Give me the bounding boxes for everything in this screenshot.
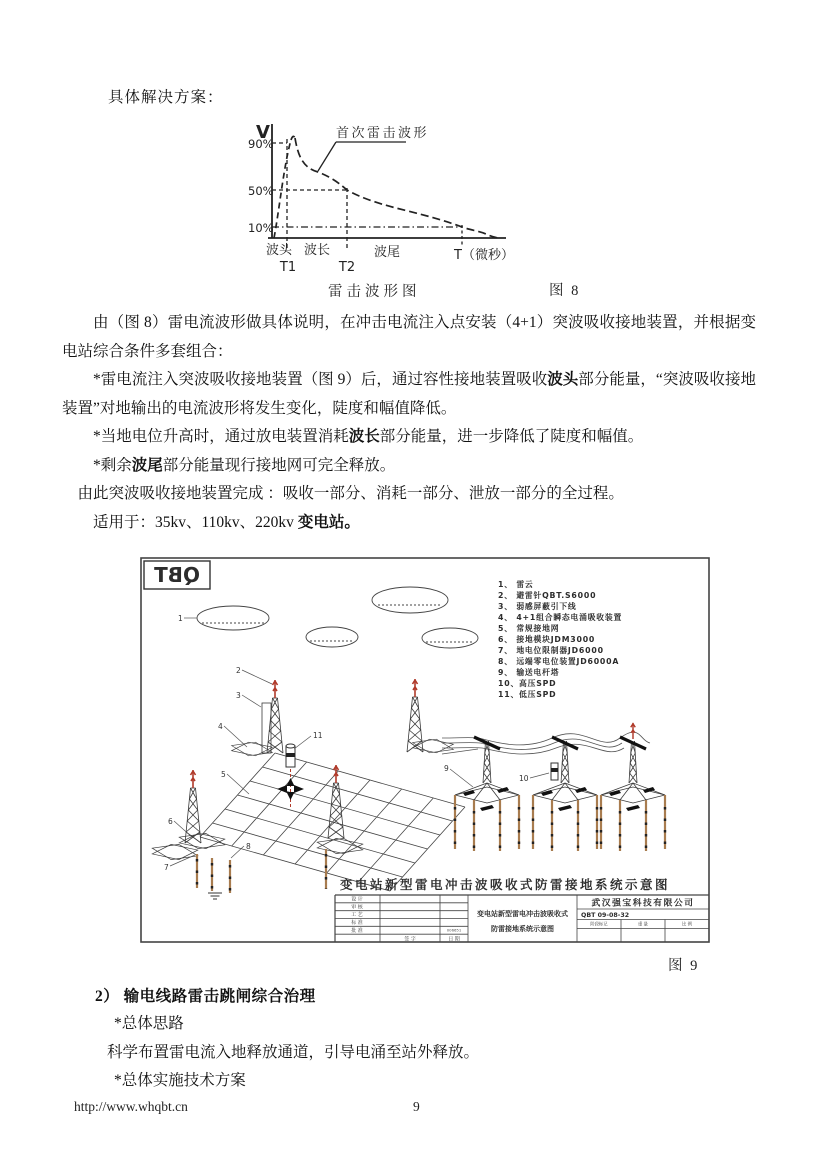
thunder-clouds <box>197 587 478 648</box>
paragraph-1 <box>62 309 756 366</box>
ground-grid <box>200 753 465 891</box>
paragraph-5-text: 由此突波吸收接地装置完成 ：吸收一部分、消耗一部分、泄放一部分的全过程。 <box>77 485 624 502</box>
legend-item: 3、 弱感屏蔽引下线 <box>498 602 577 611</box>
transmission-line <box>442 723 665 851</box>
bold-term-wavetail: 波尾 <box>131 456 163 474</box>
sign-label: 签 字 <box>404 936 416 943</box>
diagram-caption: 变电站新型雷电冲击波吸收式防雷接地系统示意图 <box>339 877 671 892</box>
figure9-number: 图 9 <box>668 958 700 974</box>
part-label: 7 <box>164 863 169 872</box>
paragraph-2-text-cont: 部分能量，“突波吸收接地装置”对地输出的电流波形将发生变化，陡度和幅值降低。 <box>62 371 756 417</box>
row-label: 工 艺 <box>351 912 363 919</box>
high-voltage-spd-device <box>551 763 558 780</box>
figure8-number: 图 8 <box>549 283 581 299</box>
paragraph-4-text: *剩余 <box>93 456 132 474</box>
part-label: 8 <box>246 842 251 851</box>
annotation-leader <box>318 142 406 171</box>
paragraph-3-text: *当地电位升高时，通过放电装置消耗 <box>93 428 349 445</box>
power-wires <box>442 732 650 754</box>
paragraph-2-text: *雷电流注入突波吸收接地装置（图 9）后，通过容性接地装置吸收 <box>93 371 548 388</box>
t-axis-label: T（微秒） <box>454 248 514 263</box>
waveform-curve <box>274 136 498 238</box>
page-heading: 具体解决方案： <box>108 89 224 106</box>
cloud-icon <box>372 587 448 613</box>
ground-electrodes <box>197 849 326 899</box>
cell-weight: 重 量 <box>638 922 648 928</box>
legend <box>498 579 622 699</box>
level-10-label: 10% <box>248 221 274 235</box>
bold-term-wavehead: 波头 <box>547 371 579 388</box>
titleblock-title-line2: 防雷接地系统示意图 <box>491 925 554 933</box>
segment-tail-label: 波尾 <box>373 245 401 260</box>
row-label: 审 核 <box>351 904 363 911</box>
figure8-waveform-chart <box>248 112 593 290</box>
row-label: 设 计 <box>351 896 363 903</box>
cloud-icon <box>197 606 269 630</box>
drawing-code: 006651 <box>446 927 462 933</box>
section2-heading: 2） 输电线路雷击跳闸综合治理 <box>95 988 316 1005</box>
bold-term-wavelength: 波长 <box>348 428 380 445</box>
part-label: 11 <box>313 731 323 740</box>
paragraph-4-text-cont: 部分能量现行接地网可完全释放。 <box>162 456 396 474</box>
section2-line-implementation: *总体实施技术方案 <box>114 1072 246 1089</box>
part-label: 2 <box>236 666 241 675</box>
legend-item: 8、 远端零电位装置JD6000A <box>498 657 620 666</box>
titleblock-title-line1: 变电站新型雷电冲击波吸收式 <box>477 910 568 918</box>
paragraph-3 <box>62 423 756 452</box>
legend-item: 2、 避雷针QBT.S6000 <box>498 591 597 600</box>
paragraph-4 <box>62 452 756 481</box>
surge-absorber-stars <box>152 739 453 859</box>
cell-stage-mark: 阶段标记 <box>590 922 608 928</box>
cloud-icon <box>422 628 478 648</box>
axes <box>268 124 506 238</box>
segment-length-label: 波长 <box>303 243 331 258</box>
ground-symbol <box>208 893 222 899</box>
part-label: 5 <box>221 770 226 779</box>
paragraph-6-text: 适用于：35kv、110kv、220kv <box>93 513 298 531</box>
footer-url: http://www.whqbt.cn <box>74 1099 188 1114</box>
paragraph-3-text-cont: 部分能量，进一步降低了陡度和幅值。 <box>379 428 644 445</box>
section2-line-overall-idea: *总体思路 <box>114 1015 184 1032</box>
legend-item: 9、 输送电杆塔 <box>498 668 560 677</box>
part-label: 6 <box>168 817 173 826</box>
legend-item: 11、低压SPD <box>498 690 557 699</box>
transmission-tower <box>455 737 519 851</box>
label-leader-lines <box>170 618 549 866</box>
transmission-tower <box>533 737 597 851</box>
legend-item: 6、 接地模块JDM3000 <box>498 635 596 644</box>
t1-label: T1 <box>279 260 297 275</box>
level-50-label: 50% <box>248 184 274 198</box>
cloud-icon <box>306 627 358 647</box>
legend-item: 5、 常规接地网 <box>498 624 560 633</box>
part-label: 10 <box>519 774 529 783</box>
t2-label: T2 <box>338 260 356 275</box>
level-90-label: 90% <box>248 137 274 151</box>
logo-text: QBT <box>154 563 200 587</box>
part-label: 1 <box>178 614 183 623</box>
paragraph-2 <box>62 366 756 423</box>
paragraph-6 <box>62 509 756 538</box>
body-paragraphs <box>62 309 756 537</box>
part-label: 3 <box>236 691 241 700</box>
figure8-caption: 雷击波形图 <box>328 284 421 300</box>
legend-item: 1、 雷云 <box>498 580 534 589</box>
curve-annotation: 首次雷击波形 <box>336 126 430 141</box>
part-label: 4 <box>218 722 223 731</box>
footer-page-number: 9 <box>413 1099 420 1114</box>
section2-body <box>107 1010 479 1096</box>
cell-scale: 比 例 <box>682 922 692 928</box>
legend-item: 4、 4+1组合瞬态电涌吸收装置 <box>498 613 623 622</box>
row-label: 批 准 <box>351 927 363 934</box>
date-label: 日 期 <box>448 936 460 943</box>
legend-item: 7、 地电位限制器JD6000 <box>498 646 604 655</box>
segment-head-label: 波头 <box>265 243 293 258</box>
paragraph-1-text: 由（图 8）雷电流波形做具体说明，在冲击电流注入点安装（4+1）突波吸收接地装置，并根据变电站综合条件多套组合： <box>62 314 756 360</box>
paragraph-5 <box>62 480 756 509</box>
legend-item: 10、高压SPD <box>498 679 557 688</box>
low-voltage-spd-device <box>277 744 304 809</box>
part-label: 9 <box>444 764 449 773</box>
section2-line-description: 科学布置雷电流入地释放通道，引导电涌至站外释放。 <box>107 1043 480 1061</box>
title-block <box>335 895 709 943</box>
company-name: 武汉强宝科技有限公司 <box>591 898 695 909</box>
drawing-number: QBT 09-08-32 <box>581 912 630 919</box>
transmission-tower <box>601 737 665 851</box>
bold-term-substation: 变电站。 <box>297 513 360 531</box>
y-axis-label: V <box>256 122 270 143</box>
figure9-system-diagram <box>140 557 710 943</box>
row-label: 标 准 <box>351 920 363 926</box>
company-logo <box>154 563 200 587</box>
